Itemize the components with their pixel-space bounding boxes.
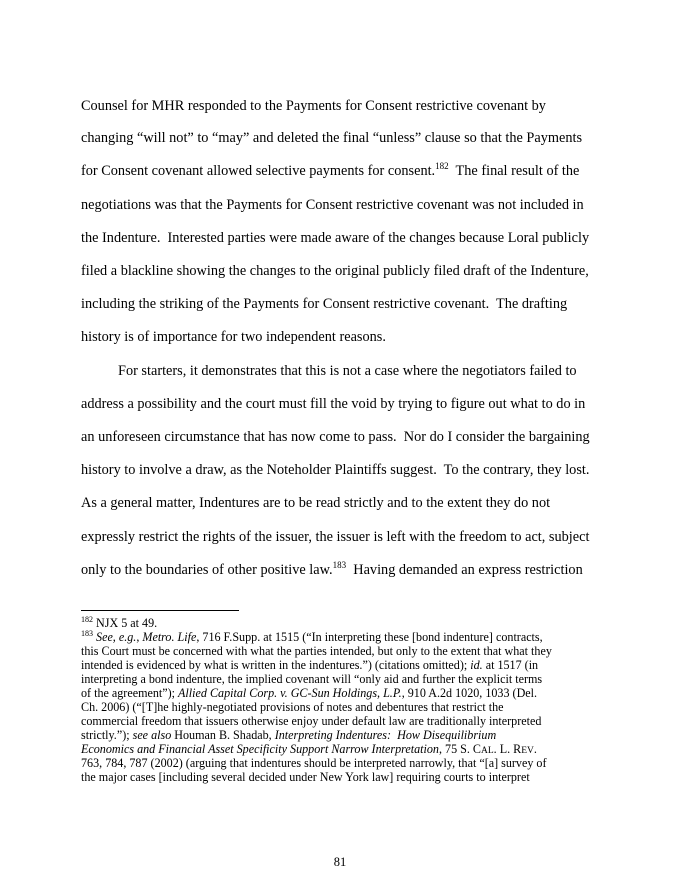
body-line-13: As a general matter, Indentures are to be read strictly and to the extent they do not <box>81 495 551 511</box>
footnote-183-line-6: Ch. 2006) (“[T]he highly-negotiated provisions of notes and debentures that restrict the <box>81 700 504 714</box>
footnote-183-line-2: this Court must be concerned with what the parties intended, but only to the extent that what they <box>81 644 552 658</box>
footnote-183-line-7: commercial freedom that issuers otherwise enjoy under default law are traditionally interpreted <box>81 714 542 728</box>
body-line-3: for Consent covenant allowed selective payments for consent.$^{182}$ The final result of the <box>81 161 580 179</box>
footnote-183-line-10: 763, 784, 787 (2002) (arguing that indentures should be interpreted narrowly, that “[a] survey of <box>81 756 547 770</box>
footnote-183-line-1: $^{183}$ See, e.g., Metro. Life, 716 F.Supp. at 1515 (“In interpreting these [bond indenture] contracts, <box>81 629 543 644</box>
footnote-183-line-11: the major cases [including several decided under New York law] requiring courts to interpret <box>81 770 530 784</box>
footnote-number: 182 <box>81 615 93 624</box>
body-line-1: Counsel for MHR responded to the Payments for Consent restrictive covenant by <box>81 98 546 114</box>
body-line-15: only to the boundaries of other positive law.$^{183}$ Having demanded an express restriction <box>81 560 583 578</box>
body-line-14: expressly restrict the rights of the issuer, the issuer is left with the freedom to act, subject <box>81 529 590 545</box>
body-line-10: address a possibility and the court must fill the void by trying to figure out what to do in <box>81 396 586 412</box>
body-line-4: negotiations was that the Payments for Consent restrictive covenant was not included in <box>81 197 584 213</box>
body-line-2: changing “will not” to “may” and deleted the final “unless” clause so that the Payments <box>81 130 583 146</box>
footnote-ref-182[interactable]: 182 <box>435 161 449 171</box>
footnote-183-line-5: of the agreement”); Allied Capital Corp. v. GC-Sun Holdings, L.P., 910 A.2d 1020, 1033 (Del. <box>81 686 538 700</box>
footnote-182: $^{182}$ NJX 5 at 49. <box>81 615 158 630</box>
body-line-8: history is of importance for two independent reasons. <box>81 329 386 345</box>
footnote-183-line-9: Economics and Financial Asset Specificity Support Narrow Interpretation, 75 S. CAL. L. REV. <box>81 742 537 756</box>
footnote-183-line-3: intended is evidenced by what is written in the indentures.”) (citations omitted); id. at 1517 (in <box>81 658 539 672</box>
footnote-number: 183 <box>81 629 93 638</box>
footnote-183-line-4: interpreting a bond indenture, the implied covenant will “only aid and further the explicit terms <box>81 672 543 686</box>
body-line-9: For starters, it demonstrates that this is not a case where the negotiators failed to <box>118 363 577 379</box>
footnote-ref-183[interactable]: 183 <box>332 560 347 570</box>
footnote-183-line-8: strictly.”); see also Houman B. Shadab, Interpreting Indentures: How Disequilibrium <box>81 728 497 742</box>
page-number: 81 <box>333 855 347 869</box>
body-line-7: including the striking of the Payments for Consent restrictive covenant. The drafting <box>81 296 568 312</box>
footnote-divider <box>81 610 239 611</box>
body-line-11: an unforeseen circumstance that has now come to pass. Nor do I consider the bargaining <box>81 429 590 445</box>
body-line-6: filed a blackline showing the changes to the original publicly filed draft of the Indenture, <box>81 263 589 279</box>
body-line-5: the Indenture. Interested parties were made aware of the changes because Loral publicly <box>81 230 590 246</box>
body-line-12: history to involve a draw, as the Noteholder Plaintiffs suggest. To the contrary, they lost. <box>81 462 590 478</box>
